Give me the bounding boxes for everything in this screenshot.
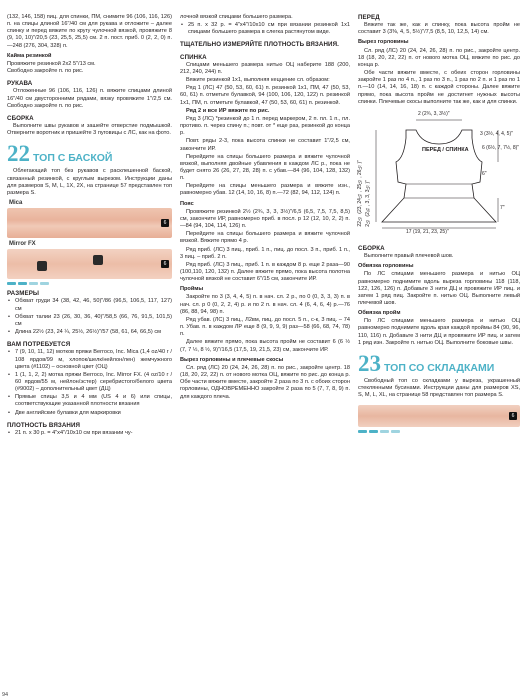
- neckline-text: Обе части вяжите вместе, с обеих сторон горловины закройте 1 раз по 4 п., 1 раз по 3 п., 1 раз по 2 п. и 1 раз по 1 п.—10 (14, 14, 16, 18) п. с каждой стороны. Далее вяжите прямо, пока высота пройм не достигнет нужных высоты спинки. Плечевые скосы выполните так же, как и для спинки.: [358, 70, 520, 105]
- bead-icon: [37, 261, 47, 271]
- size-item: • Обхват талии 23 (26, 30, 36, 40)"/58,5 (66, 76, 91,5, 101,5) см: [7, 314, 172, 328]
- difficulty-indicator: [7, 282, 172, 285]
- yarn-swatch: [358, 405, 520, 427]
- swatch-label-mica: Mica: [9, 199, 23, 206]
- diagram-side-label: 7": [500, 204, 505, 211]
- yarn-swatch-mica: [7, 208, 172, 238]
- back-heading: СПИНКА: [180, 53, 207, 61]
- sleeves-text: Отложенные 96 (106, 116, 126) п. вяжите спицами длиной 16"/40 см двусторонними рядами, вязку провяжите 1"/2,5 см. Свободно закройте п. по рис.: [7, 88, 172, 109]
- row-3: Ряд 3 (ЛС) *резинкой до 1 п. перед маркером, 2 п. пл. 1 п., пл. противо. п. через спину п.; повт. от * еще раз, резинкой до конца р.: [180, 115, 350, 137]
- kaima-text: Провяжите резинкой 2х2 5"/13 см. Свободно закройте п. по рис.: [7, 60, 96, 75]
- swatch-tag: 6: [161, 260, 169, 268]
- diagram-part-label: ПЕРЕД / СПИНКА: [422, 146, 469, 153]
- difficulty-indicator: [358, 430, 520, 433]
- back-intro: Спицами меньшего размера нитью ОЦ наберите 188 (200, 212, 240, 244) п.: [180, 61, 350, 75]
- front-heading: ПЕРЕД: [358, 14, 380, 21]
- assembly-heading: СБОРКА: [7, 114, 34, 122]
- front-text: Вяжите так же, как и спинку, пока высота пройм не составит 3 (3⅜, 4, 5, 5½)"/7,5 (8,5, 10, 12,5, 14) см.: [358, 22, 520, 36]
- diagram-length-label: 22½ (23, 24¼, 25½, 26½)": [357, 159, 363, 227]
- increase-row: Ряд приб. (ЛС) 3 пиц., приб. 1 п., пиц. до посл. 3 п., приб. 1 п., 3 пиц. – приб. 2 п.: [180, 246, 350, 260]
- neckline-heading: Вырез горловины: [358, 39, 409, 46]
- neckline-text: Сл. ряд (ЛС) 20 (24, 24, 26, 28) п. по рис., закройте центр. 18 (18, 20, 22, 22) п. от нового мотка ОЦ, вяжите по рис. до конца р.: [358, 47, 520, 68]
- diagram-rib-label: 2½ (2¾, 3, 3, 3½)": [365, 179, 371, 227]
- neckband-text: По ЛС спицами меньшего размера и нитью ОЦ равномерно поднимите вдоль выреза горловины 118 (118, 122, 126, 126) п. Добавьте 3 нити ДЦ и провяжите ИР пиц. и затем 1 ряд пиц. Закройте п. нитью ОЦ. Выполните левый плечевой шов.: [358, 271, 520, 306]
- waist-heading: Пояс: [180, 200, 194, 207]
- next-step: Перейдите на спицы меньшего размера и вяжите изн., равномерно убав. 12 (14, 10, 16, 8) п.—72 (82, 94, 112, 124) п.: [180, 183, 350, 197]
- diagram-side-label: 6": [482, 170, 487, 177]
- material-item: • Две английские булавки для маркировки: [7, 410, 172, 417]
- neck-shoulder-heading: Вырез горловины и плечевые скосы: [180, 356, 284, 363]
- increase-row: Ряд приб. (ЛС) 3 пиц., приб. 1 п. в каждом 8 р. еще 2 раза—90 (100,110, 120, 132) п. Далее вяжите прямо, пока высота полотна чулочной вязкой не составит 6"/15 см, закончите ИР.: [180, 261, 350, 283]
- left-column: [7, 14, 172, 438]
- back-rib: Вяжите резинкой 1х1, выполняя кеццение сл. образом:: [186, 77, 330, 84]
- pattern-intro: Облегающий топ без рукавов с расклешенной баской, связанный резинкой, с круглым вырезом. Инструкции даны для размеров S, M, L, 1X, 2X, на странице 57 представлен топ размера S.: [7, 168, 172, 196]
- armholes-text: Закройте по 3 (3, 4, 4, 5) п. в нач. сл. 2 р., по 0 (0, 3, 3, 3) п. в нач. сл. р 0 (0, 2, 2, 4) р. и по 2 п. в нач. сл. 4 (6, 4, 6, 4) р.—76 (86, 88, 94, 98) п.: [180, 294, 350, 315]
- armholes-heading: Проймы: [180, 286, 204, 293]
- size-item: • Длина 22½ (23, 24 ¼, 25½, 26½)"/57 (58, 61, 64, 66,5) см: [7, 329, 172, 336]
- swatch-label-mirror: Mirror FX: [9, 241, 36, 248]
- row-2: Ряд 2 и все ИР вяжите по рис.: [186, 107, 270, 114]
- assembly-text: Выполните правый плечевой шов.: [364, 253, 454, 260]
- armband-heading: Обвязка пройм: [358, 310, 401, 317]
- armband-text: По ЛС спицами меньшего размера и нитью ОЦ равномерно поднимите вдоль края каждой проймы 84 (90, 96, 110, 116) п. Добавьте 3 нити ДЦ и провяжите ИР пиц. и затем 1 ряд изн. Закройте п. нитью ОЦ. Выполните боковые швы.: [358, 318, 521, 346]
- next-step: Перейдите на спицы большего размера и вяжите чулочной вязкой, выполняя двойные убавления в каждом ЛС р., пока не будет снято 26 (26, 27, 28, 28) п. с убав.—84 (96, 104, 128, 132) п.: [180, 153, 350, 182]
- materials-heading: ВАМ ПОТРЕБУЕТСЯ: [7, 341, 71, 349]
- pattern-number: 23: [358, 350, 381, 376]
- assembly-text: Выполните швы рукавов и зашейте отверстие подмышкой. Отверните воротник и пришейте 3 пуговицы с ЛС, как на фото.: [7, 123, 172, 137]
- gauge-item: • 25 п. х 32 р. = 4"х4"/10х10 см при вязании резинкой 1х1 спицами большего размера в слегка растянутом виде.: [180, 22, 350, 36]
- size-item: • Обхват груди 34 (38, 42, 46, 50)"/86 (96,5, 106,5, 117, 127) см: [7, 298, 172, 312]
- diagram-arm-label: 6 (6½, 7, 7½, 8)": [482, 144, 520, 151]
- armholes-text: Ряд убав. (ЛС) 3 пиц., Л2вм, пиц. до посл. 5 п., с-к, 3 пиц. – 74 п. Убав. п. в каждом ЛР еще 8 (9, 9, 9, 9) раз—58 (66, 68, 74, 78) п.: [180, 316, 350, 338]
- continued-text: (132, 146, 158) пиц. для спинки, ПМ, снимите 96 (106, 116, 126) п. на спицы длиной 16"/40 см для рукава и отложите – далее спинку и перед вяжите по кругу чулочной вязкой, провяжите 8 (9, 10, 10)"/20,5 (23, 25,5, 25,5) см. 2 п. пост. приб. 0 (2, 2, 0) п.—248 (276, 304, 328) п.: [7, 14, 172, 49]
- swatch-tag: 6: [509, 412, 517, 420]
- kaima-heading: Кайма резинкой: [7, 52, 52, 59]
- gauge-check-heading: ТЩАТЕЛЬНО ИЗМЕРЯЙТЕ ПЛОТНОСТЬ ВЯЗАНИЯ.: [180, 41, 339, 49]
- diagram-top-label: 2 (2¾, 3, 3½)": [418, 110, 450, 117]
- pattern-23-title: [358, 350, 520, 376]
- yarn-swatch-mirror: [7, 249, 172, 279]
- armholes-text: Далее вяжите прямо, пока высота пройм не составит 6 (6 ½ (7, 7 ½, 8 ½, 9)"/16,5 (17,5, 19, 21,5, 23) см, закончите ИР.: [180, 339, 350, 353]
- gauge-item: • 21 п. х 30 р. = 4"х4"/10х10 см при вязании чу-: [7, 430, 172, 437]
- continued-text: лочной вязкой спицами большего размера.: [180, 14, 293, 20]
- schematic-diagram: [358, 110, 520, 240]
- row-1: Ряд 1 (ЛС) 47 (50, 53, 60, 61) п. резинкой 1х1, ПМ, 47 (50, 53, 60, 61) п. отметьте булавкой, 94 (100, 106, 120, 122) п. резинкой 1х1, ПМ, п. отметьте булавкой, 47 (50, 53, 60, 61) п. резинкой.: [180, 85, 350, 106]
- sizes-heading: РАЗМЕРЫ: [7, 290, 40, 298]
- bead-icon: [93, 255, 103, 265]
- pattern-title: ТОП С БАСКОЙ: [33, 152, 113, 165]
- sleeves-heading: РУКАВА: [7, 80, 33, 88]
- schematic-svg: [358, 110, 520, 240]
- right-column: [358, 14, 520, 437]
- pattern-number: 22: [7, 141, 30, 167]
- neckband-heading: Обвязка горловины: [358, 263, 414, 270]
- swatch-tag: 6: [161, 219, 169, 227]
- diagram-width-label: 17 (19, 21, 23, 25)": [406, 228, 449, 235]
- waist-text: Провяжите резинкой 2½ (2¾, 3, 3, 3½)"/6,5 (6,5, 7,5, 7,5, 8,5) см, закончите ИР, равномерно приб. в посл. р 12 (12, 10, 2, 2) п.—84 (94, 104, 114, 126) п.: [180, 208, 350, 230]
- assembly-heading: СБОРКА: [358, 244, 385, 252]
- pattern-22-title: [7, 143, 172, 165]
- pattern-title: ТОП СО СКЛАДКАМИ: [384, 361, 495, 374]
- page-number: 94: [2, 692, 9, 698]
- waist-text: Перейдите на спицы большего размера и вяжите чулочной вязкой. Вяжите прямо 4 р.: [180, 231, 350, 245]
- material-item: • Прямые спицы 3,5 и 4 мм (US 4 и 6) или спицы, соответствующие указанной плотности вязания: [7, 394, 172, 408]
- repeat-rows: Повт. ряды 2-3, пока высота спинки не составит 1"/2,5 см, закончите ИР.: [180, 138, 350, 152]
- pattern-intro: Свободный топ со складками у выреза, украшенный стеклянными бусинами. Инструкции даны для размеров XS, S, M, L, XL, на странице 58 представлен топ размера S.: [358, 377, 520, 399]
- neck-shoulder-text: Сл. ряд (ЛС) 20 (24, 24, 26, 28) п. по рис., закройте центр. 18 (18, 20, 22, 22) п. от нового мотка ОЦ, вяжите по рис. до конца р. Обе части вяжите вместе, закройте 2 раза по 3 п. с обоих сторон горловины, ОДНОВРЕМЕННО закройте 2 раза по 5 (7, 7, 8, 9) п. для каждого плеча.: [180, 364, 350, 400]
- gauge-heading: ПЛОТНОСТЬ ВЯЗАНИЯ: [7, 421, 81, 429]
- middle-column: [180, 14, 350, 402]
- material-item: • 1 (1, 1, 2, 2) мотка пряжи Berroco, Inc. Mirror FX. (4 oz/10 г / 60 ярдов/55 м, нейлон/эстер) серебристого/белого цвета (#9002) – дополнительный цвет (ДЦ): [7, 372, 172, 393]
- material-item: • 7 (9, 10, 11, 12) мотков пряжи Berroco, Inc. Mica (1,4 oz/40 г / 108 ярдов/99 м, хлопок/шелк/нейлон/лен) жемчужного цвета (#1102) – основной цвет (ОЦ): [7, 349, 172, 370]
- diagram-neck-label: 3 (3½, 4, 4, 5)": [480, 130, 513, 137]
